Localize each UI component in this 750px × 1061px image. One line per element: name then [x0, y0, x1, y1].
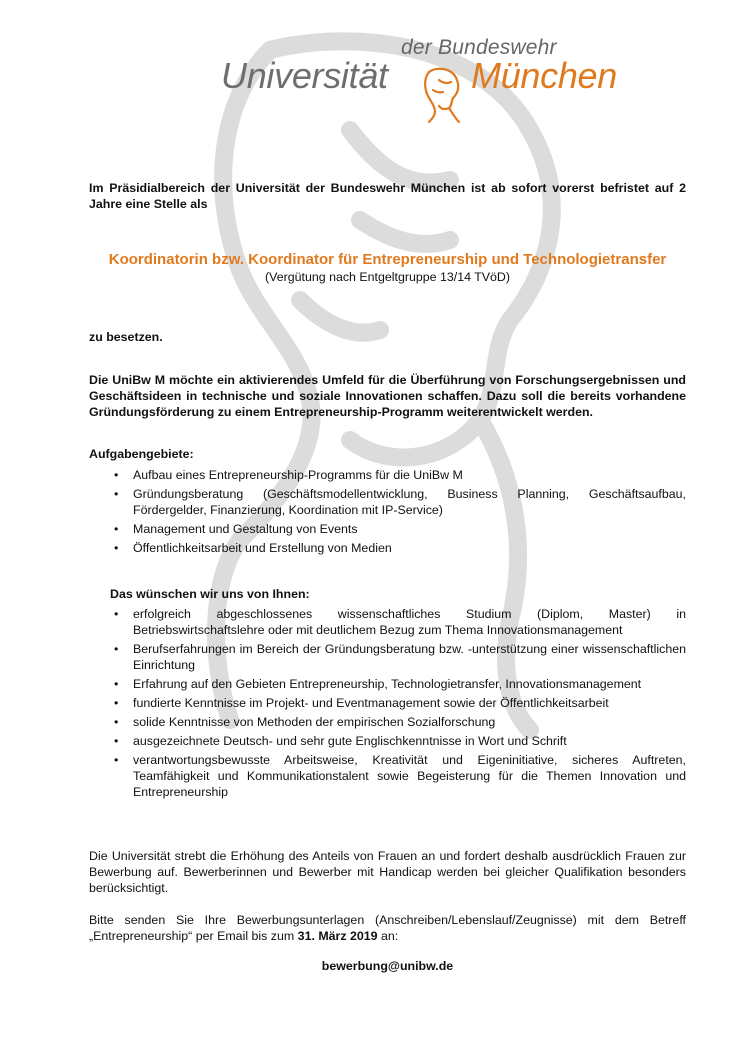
email-address[interactable]: bewerbung@unibw.de — [321, 959, 454, 973]
description-paragraph: Die UniBw M möchte ein aktivierendes Umfeld für die Überführung von Forschungsergebnissen und Geschäftsideen in technische und soziale Innovationen schaffen. Dazu soll die bereits vorhandene Gründungsförderung zu einem Entrepreneurship-Programm weiterentwickelt werden. — [89, 373, 686, 419]
logo-university: Universität — [221, 55, 388, 96]
list-item: • fundierte Kenntnisse im Projekt- und Eventmanagement sowie der Öffentlichkeitsarbeit — [114, 696, 609, 710]
list-item: • Aufbau eines Entrepreneurship-Programms für die UniBw M — [114, 468, 463, 482]
list-item: • Management und Gestaltung von Events — [114, 522, 358, 536]
outro-paragraph: Die Universität strebt die Erhöhung des Anteils von Frauen an und fordert deshalb ausdrücklich Frauen zur Bewerbung auf. Bewerberinnen und Bewerber mit Handicap werden bei gleicher Qualifikation besonders berücksichtigt. — [89, 849, 686, 895]
wishes-heading: Das wünschen wir uns von Ihnen: — [110, 587, 310, 601]
bullet-icon: • — [114, 642, 119, 656]
position-title-block — [89, 250, 686, 285]
list-item: • Berufserfahrungen im Bereich der Gründungsberatung bzw. -unterstützung einer wissenschaftlichen Einrichtung — [114, 642, 686, 672]
list-item: • solide Kenntnisse von Methoden der empirischen Sozialforschung — [114, 715, 496, 729]
list-item: • Erfahrung auf den Gebieten Entrepreneurship, Technologietransfer, Innovationsmanagement — [114, 677, 642, 691]
deadline: 31. März 2019 — [297, 929, 378, 943]
logo-top-line: der Bundeswehr — [401, 36, 557, 59]
position-title: Koordinatorin bzw. Koordinator für Entrepreneurship und Technologietransfer — [108, 251, 667, 268]
bullet-icon: • — [114, 715, 119, 729]
bullet-icon: • — [114, 696, 119, 710]
list-item: • ausgezeichnete Deutsch- und sehr gute Englischkenntnisse in Wort und Schrift — [114, 734, 567, 748]
besetzen-text: zu besetzen. — [89, 330, 163, 344]
tasks-list — [89, 467, 686, 559]
list-item: • erfolgreich abgeschlossenes wissenschaftliches Studium (Diplom, Master) in Betriebswirtschaftslehre oder mit deutlichem Bezug zum Thema Innovationsmanagement — [114, 607, 686, 637]
intro-paragraph: Im Präsidialbereich der Universität der Bundeswehr München ist ab sofort vorerst befristet auf 2 Jahre eine Stelle als — [89, 181, 686, 211]
list-item: • Öffentlichkeitsarbeit und Erstellung von Medien — [114, 541, 392, 555]
wishes-list — [89, 606, 686, 803]
bullet-icon: • — [114, 487, 119, 501]
bullet-icon: • — [114, 541, 119, 555]
bullet-icon: • — [114, 522, 119, 536]
logo-head-icon — [419, 64, 467, 124]
bullet-icon: • — [114, 677, 119, 691]
logo-city: München — [471, 55, 617, 96]
list-item: • Gründungsberatung (Geschäftsmodellentwicklung, Business Planning, Geschäftsaufbau, Fördergelder, Finanzierung, Koordination mit IP-Service) — [114, 487, 686, 517]
tasks-heading: Aufgabengebiete: — [89, 447, 194, 461]
bullet-icon: • — [114, 734, 119, 748]
apply-paragraph: Bitte senden Sie Ihre Bewerbungsunterlagen (Anschreiben/Lebenslauf/Zeugnisse) mit dem Betreff „Entrepreneurship“ per Email bis zum 31. März 2019 an: — [89, 913, 686, 943]
bullet-icon: • — [114, 468, 119, 482]
list-item: • verantwortungsbewusste Arbeitsweise, Kreativität und Eigeninitiative, sicheres Auftreten, Teamfähigkeit und Kommunikationstalent sowie Begeisterung für die Themen Innovation und Entrepreneurship — [114, 753, 686, 799]
position-pay: (Vergütung nach Entgeltgruppe 13/14 TVöD) — [265, 270, 510, 284]
university-logo — [215, 36, 635, 130]
bullet-icon: • — [114, 753, 119, 767]
bullet-icon: • — [114, 607, 119, 621]
